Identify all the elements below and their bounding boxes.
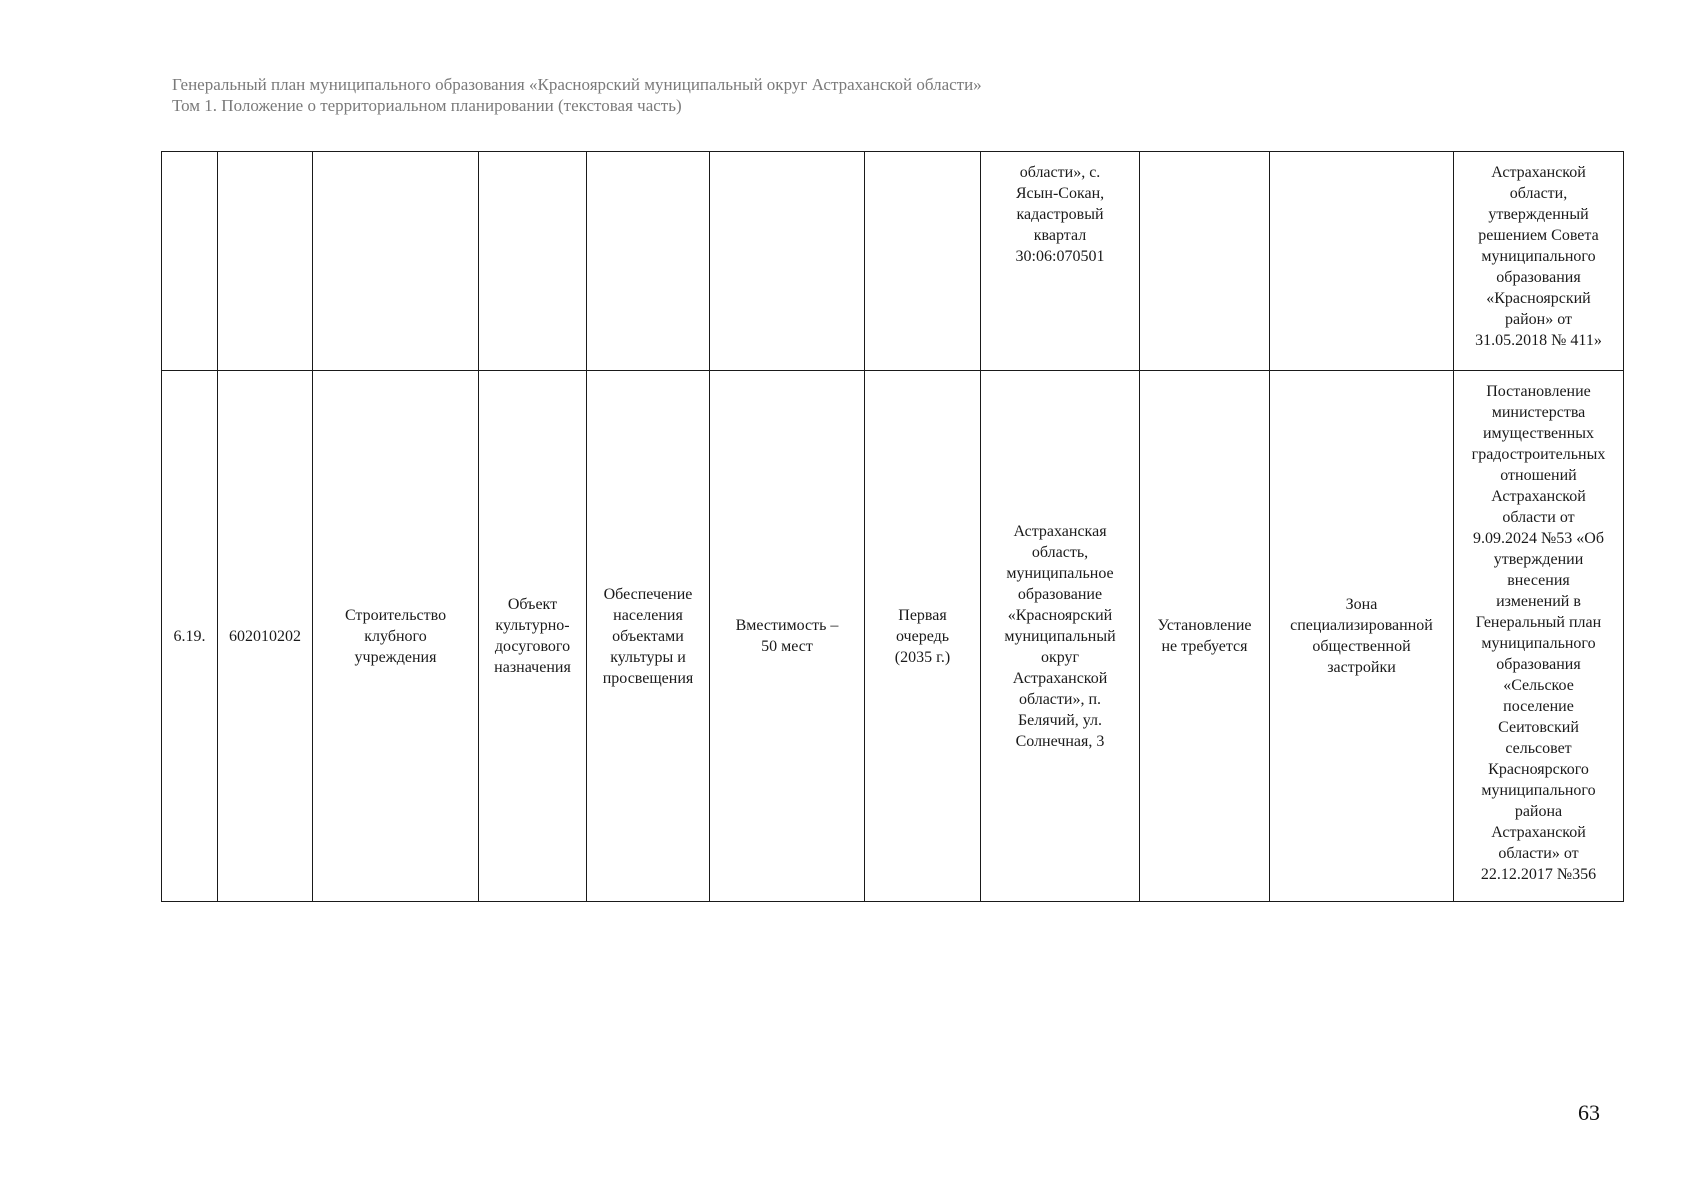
cell-name [313,152,479,371]
header-volume-line: Том 1. Положение о территориальном планировании (текстовая часть) [172,96,682,115]
cell-purpose: Обеспечение населения объектами культуры и просвещения [587,371,710,902]
cell-type: Объект культурно- досугового назначения [479,371,587,902]
cell-location: области», с. Ясын-Сокан, кадастровый квартал 30:06:070501 [981,152,1140,371]
cell-location: Астраханская область, муниципальное образование «Красноярский муниципальный округ Астраханской области», п. Белячий, ул. Солнечная, 3 [981,371,1140,902]
cell-basis: Постановление министерства имущественных градостроительных отношений Астраханской области от 9.09.2024 №53 «Об утверждении внесения изменений в Генеральный план муниципального образования «Сельское поселение Сеитовский сельсовет Красноярского муниципального района Астраханской области» от 22.12.2017 №356 [1454,371,1624,902]
cell-number [162,152,218,371]
cell-code: 602010202 [218,371,313,902]
cell-code [218,152,313,371]
cell-functional-zone [1270,152,1454,371]
page-number: 63 [1578,1100,1600,1125]
cell-basis: Астраханской области, утвержденный решением Совета муниципального образования «Красноярский район» от 31.05.2018 № 411» [1454,152,1624,371]
cell-stage [865,152,981,371]
cell-stage: Первая очередь (2035 г.) [865,371,981,902]
cell-name: Строительство клубного учреждения [313,371,479,902]
cell-number: 6.19. [162,371,218,902]
cell-purpose [587,152,710,371]
cell-zone-setting [1140,152,1270,371]
header-title-line: Генеральный план муниципального образования «Красноярский муниципальный округ Астраханской области» [172,75,982,94]
planning-objects-table [161,151,1624,902]
cell-characteristics: Вместимость – 50 мест [710,371,865,902]
cell-characteristics [710,152,865,371]
cell-functional-zone: Зона специализированной общественной застройки [1270,371,1454,902]
table-row-6-19 [162,371,1624,902]
cell-zone-setting: Установление не требуется [1140,371,1270,902]
cell-type [479,152,587,371]
document-header [172,74,982,116]
table-row-continuation [162,152,1624,371]
